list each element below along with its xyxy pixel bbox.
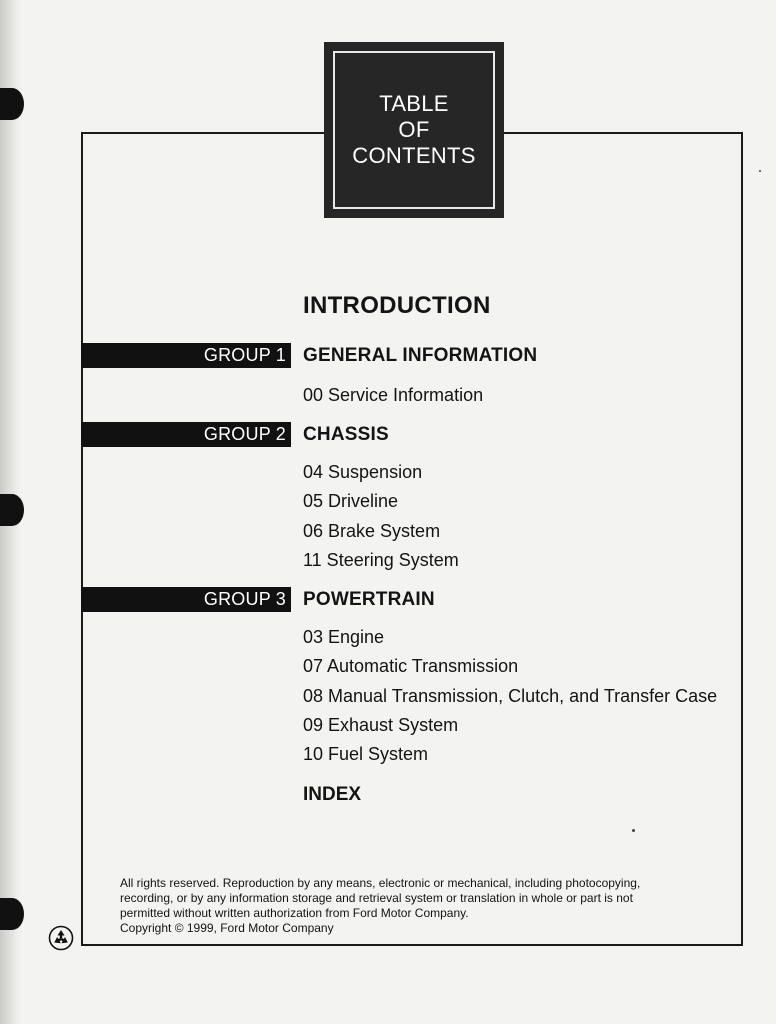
rights-line: recording, or by any information storage and retrieval system or translation in whole or part is not xyxy=(120,891,633,905)
group-1-title[interactable]: GENERAL INFORMATION xyxy=(303,345,538,366)
toc-item[interactable]: 06 Brake System xyxy=(303,521,441,541)
group-2-badge-label: GROUP 2 xyxy=(203,424,286,444)
index-heading[interactable]: INDEX xyxy=(303,784,362,805)
toc-item[interactable]: 03 Engine xyxy=(303,627,385,647)
title-inner-border xyxy=(333,51,495,209)
scan-speck xyxy=(759,170,761,172)
toc-item[interactable]: 11 Steering System xyxy=(303,550,459,570)
page-title: TABLE OF CONTENTS xyxy=(352,91,476,168)
group-1-badge-label: GROUP 1 xyxy=(203,345,286,365)
binder-hole-icon xyxy=(0,494,24,526)
title-box xyxy=(324,42,504,218)
group-3-badge-label: GROUP 3 xyxy=(203,589,286,609)
binder-hole-icon xyxy=(0,88,24,120)
group-2-title[interactable]: CHASSIS xyxy=(303,424,389,445)
binder-hole-icon xyxy=(0,898,24,930)
copyright-line: Copyright © 1999, Ford Motor Company xyxy=(120,921,334,935)
toc-item[interactable]: 04 Suspension xyxy=(303,462,423,482)
rights-notice xyxy=(120,876,720,936)
recycled-paper-icon xyxy=(48,925,74,951)
rights-line: permitted without written authorization from Ford Motor Company. xyxy=(120,906,469,920)
toc-item[interactable]: 09 Exhaust System xyxy=(303,715,459,735)
group-3-badge xyxy=(81,587,291,612)
group-1-badge xyxy=(81,343,291,368)
toc-item[interactable]: 10 Fuel System xyxy=(303,744,429,764)
toc-item[interactable]: 07 Automatic Transmission xyxy=(303,656,519,676)
group-3-title[interactable]: POWERTRAIN xyxy=(303,589,435,610)
toc-item[interactable]: 00 Service Information xyxy=(303,385,484,405)
introduction-heading[interactable]: INTRODUCTION xyxy=(303,292,491,319)
group-2-badge xyxy=(81,422,291,447)
toc-item[interactable]: 05 Driveline xyxy=(303,491,399,511)
toc-item[interactable]: 08 Manual Transmission, Clutch, and Transfer Case xyxy=(303,686,718,706)
rights-line: All rights reserved. Reproduction by any means, electronic or mechanical, including photocopying, xyxy=(120,876,641,890)
scan-speck xyxy=(632,829,635,832)
